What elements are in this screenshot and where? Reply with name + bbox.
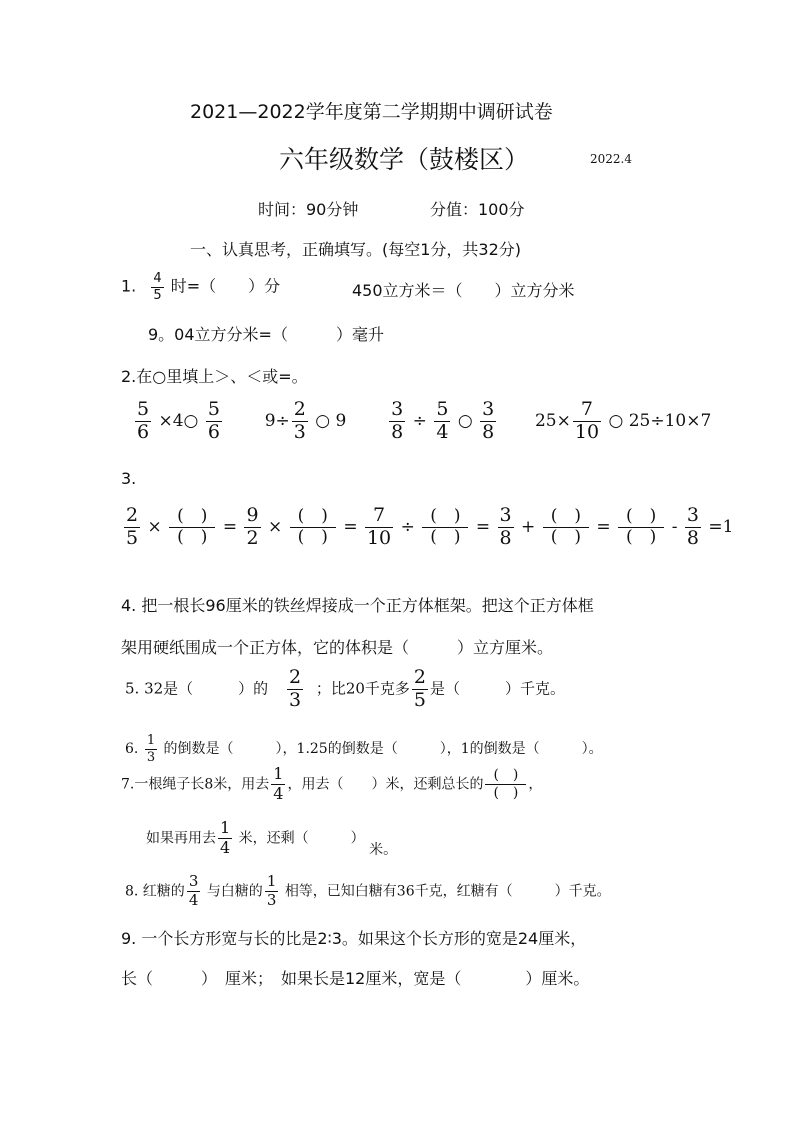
operator: = xyxy=(475,516,491,537)
numerator: 1 xyxy=(220,818,231,837)
exam-main-title: 六年级数学（鼓楼区） xyxy=(279,145,530,174)
denominator: 3 xyxy=(146,749,156,765)
fraction xyxy=(498,506,514,549)
denominator: 8 xyxy=(482,420,495,443)
operator-text: ×4○ xyxy=(158,410,199,431)
denominator: 4 xyxy=(436,420,449,443)
punctuation: ， xyxy=(528,776,543,793)
question-text: 7.一根绳子长8米，用去 xyxy=(121,776,270,793)
blank-numerator: ( ) xyxy=(297,506,328,527)
question-text: 相等，已知白糖有36千克，红糖有（ ）千克。 xyxy=(284,883,611,900)
denominator: 10 xyxy=(366,526,392,549)
question-8 xyxy=(125,874,611,909)
fraction xyxy=(265,874,279,909)
numerator: 4 xyxy=(153,271,162,286)
exam-year-title: 2021—2022学年度第二学期期中调研试卷 xyxy=(190,101,553,123)
fraction xyxy=(135,400,151,443)
numerator: 1 xyxy=(146,733,156,748)
numerator: 3 xyxy=(499,504,512,526)
numerator: 3 xyxy=(686,504,699,526)
question-7-line-2 xyxy=(146,820,397,857)
fraction xyxy=(685,506,701,549)
exam-score: 分值：100分 xyxy=(430,200,525,219)
operator: - xyxy=(671,516,678,537)
question-9-line-2: 长（ ） 厘米； 如果长是12厘米，宽是（ ）厘米。 xyxy=(121,969,590,988)
question-number: 1. xyxy=(121,276,137,296)
numerator: 5 xyxy=(137,398,150,420)
exam-date: 2022.4 xyxy=(590,152,632,166)
question-text: 5. 32是（ ）的 xyxy=(125,679,269,698)
denominator: 8 xyxy=(391,420,404,443)
numerator: 3 xyxy=(482,398,495,420)
question-6 xyxy=(125,734,603,764)
denominator: 5 xyxy=(126,526,139,549)
numerator: 7 xyxy=(580,398,593,420)
question-4-line-2: 架用硬纸围成一个正方体，它的体积是（ ）立方厘米。 xyxy=(121,638,554,657)
blank-denominator: ( ) xyxy=(543,527,589,547)
fraction xyxy=(434,400,450,443)
blank-numerator: ( ) xyxy=(493,767,519,784)
blank-fraction xyxy=(169,508,215,547)
operator: =1 xyxy=(708,516,734,537)
question-4-line-1: 4. 把一根长96厘米的铁丝焊接成一个正方体框架。把这个正方体框 xyxy=(121,596,594,615)
fraction xyxy=(389,400,405,443)
fraction xyxy=(151,272,163,302)
denominator: 3 xyxy=(266,890,277,909)
operator: = xyxy=(596,516,611,537)
question-1 xyxy=(121,272,280,302)
fraction xyxy=(218,820,232,857)
operator: = xyxy=(222,516,238,537)
numerator: 5 xyxy=(436,398,449,420)
denominator: 4 xyxy=(220,837,231,857)
operator-text: ○ 9 xyxy=(315,410,347,431)
numerator: 1 xyxy=(266,872,277,890)
denominator: 6 xyxy=(207,420,220,443)
operator: + xyxy=(521,516,536,537)
fraction xyxy=(573,400,601,443)
numerator: 2 xyxy=(293,398,306,420)
fraction xyxy=(271,766,285,803)
question-text: 是（ ）千克。 xyxy=(430,679,566,698)
question-text: 如果再用去 xyxy=(146,830,216,847)
fraction xyxy=(124,506,140,549)
question-7-line-1 xyxy=(121,766,542,803)
question-1-part-2: 450立方米＝（ ）立方分米 xyxy=(352,281,575,300)
operator: = xyxy=(343,516,358,537)
question-text: ；比20千克多 xyxy=(315,679,410,698)
exam-time: 时间：90分钟 xyxy=(258,200,359,219)
blank-numerator: ( ) xyxy=(430,506,461,527)
blank-fraction xyxy=(543,508,589,547)
question-text: 时=（ ）分 xyxy=(170,276,281,296)
fraction xyxy=(365,506,393,549)
question-5 xyxy=(125,668,565,711)
denominator: 3 xyxy=(293,420,306,443)
numerator: 2 xyxy=(413,666,427,688)
question-9-line-1: 9. 一个长方形宽与长的比是2∶3。如果这个长方形的宽是24厘米， xyxy=(121,929,587,948)
fraction xyxy=(145,734,157,764)
question-text: 米。 xyxy=(369,842,398,859)
numerator: 7 xyxy=(373,504,386,526)
question-3-label: 3. xyxy=(121,469,137,488)
operator: ÷ xyxy=(400,516,415,537)
blank-denominator: ( ) xyxy=(618,527,664,547)
blank-numerator: ( ) xyxy=(550,506,581,527)
fraction xyxy=(412,668,428,711)
blank-fraction xyxy=(290,508,336,547)
question-3-chain xyxy=(122,506,733,549)
denominator: 2 xyxy=(246,526,259,549)
denominator: 5 xyxy=(413,688,427,711)
blank-denominator: ( ) xyxy=(422,527,468,547)
blank-fraction xyxy=(618,508,664,547)
fraction xyxy=(187,874,201,909)
numerator: 1 xyxy=(273,764,284,783)
numerator: 3 xyxy=(188,872,199,890)
question-text: 的倒数是（ ），1.25的倒数是（ ），1的倒数是（ ）。 xyxy=(163,741,603,758)
circle-blank: ○ xyxy=(457,410,473,431)
operator-text: 25× xyxy=(534,410,571,431)
operator: × xyxy=(267,516,283,537)
numerator: 2 xyxy=(288,666,302,688)
operator-text: ○ 25÷10×7 xyxy=(608,410,712,431)
question-1-line-2: 9。04立方分米=（ ）毫升 xyxy=(148,325,384,344)
denominator: 4 xyxy=(188,890,199,909)
blank-denominator: ( ) xyxy=(290,527,336,547)
denominator: 10 xyxy=(574,420,600,443)
question-text: 米，还剩（ ） xyxy=(238,830,365,847)
blank-fraction xyxy=(485,768,526,800)
operator-text: ÷ xyxy=(412,410,427,431)
fraction xyxy=(292,400,308,443)
fraction xyxy=(244,506,260,549)
question-text: 与白糖的 xyxy=(206,883,263,900)
denominator: 8 xyxy=(686,526,699,549)
blank-numerator: ( ) xyxy=(177,506,208,527)
blank-fraction xyxy=(422,508,468,547)
question-2-expressions xyxy=(133,400,711,443)
denominator: 4 xyxy=(273,783,284,803)
fraction xyxy=(480,400,496,443)
operator-text: 9÷ xyxy=(264,410,290,431)
question-text: ，用去（ ）米，还剩总长的 xyxy=(287,776,484,793)
denominator: 3 xyxy=(288,688,302,711)
denominator: 5 xyxy=(153,287,162,303)
operator: × xyxy=(147,516,162,537)
blank-numerator: ( ) xyxy=(626,506,657,527)
section-heading: 一、认真思考，正确填写。(每空1分，共32分) xyxy=(190,240,522,259)
fraction xyxy=(287,668,303,711)
numerator: 9 xyxy=(246,504,259,526)
question-number: 6. xyxy=(125,741,139,758)
numerator: 5 xyxy=(207,398,220,420)
fraction xyxy=(206,400,222,443)
numerator: 2 xyxy=(126,504,139,526)
blank-denominator: ( ) xyxy=(169,527,215,547)
denominator: 6 xyxy=(137,420,150,443)
numerator: 3 xyxy=(391,398,404,420)
question-2-label: 2.在○里填上＞、＜或=。 xyxy=(121,367,308,386)
question-text: 8. 红糖的 xyxy=(125,883,185,900)
denominator: 8 xyxy=(499,526,512,549)
blank-denominator: ( ) xyxy=(485,784,526,801)
